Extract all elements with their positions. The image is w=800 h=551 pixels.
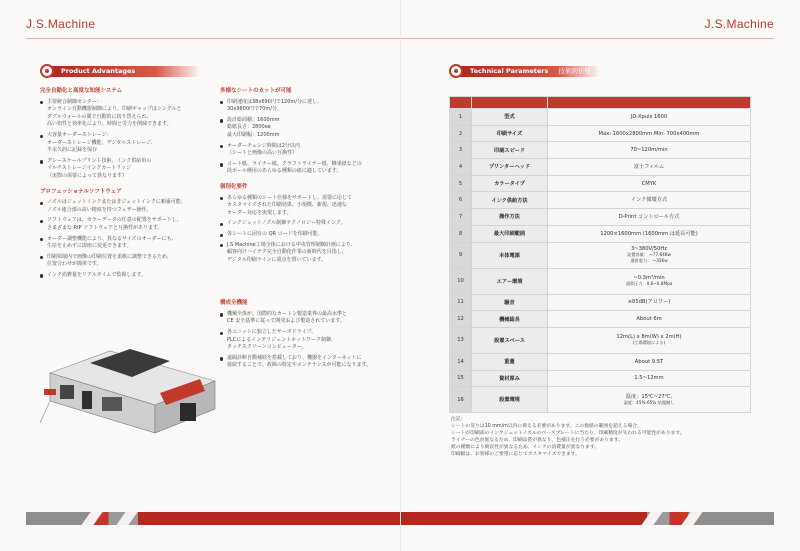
advantage-bullet: ノズルはジェットインクまたは非ジェットインクに順番可能、 ノズル連合部の高い精度を持つフェザー操作。 <box>40 199 208 214</box>
spec-label: 本体電源 <box>472 242 548 268</box>
spec-row <box>450 268 751 294</box>
spec-value-detail: 通常圧力：0.6~0.8Mpa <box>625 281 673 286</box>
spec-value-detail: 湿度：45%-65% 結露無し <box>623 399 675 405</box>
spec-label: カラータイプ <box>472 175 548 192</box>
advantage-block <box>40 88 208 181</box>
spec-label: 印刷スピード <box>472 142 548 159</box>
advantage-bullet: 遠隔診断自動補助を搭載しており、機器をインターネットに 接続することで、故障の特定やメンテナンスが可能になります。 <box>220 355 395 370</box>
spec-row-number: 4 <box>450 159 472 176</box>
spec-value: 温度：15℃~27℃, <box>625 393 673 400</box>
advantage-bullet: 印刷速度は38x690円で120m/分に達し、 30x9800円で70m/分。 <box>220 99 395 114</box>
spec-table-header <box>450 97 751 109</box>
spec-value: About 9.5T <box>634 358 664 365</box>
spec-value: 富士フィルム <box>633 163 665 170</box>
advantage-bullet: 各ユニットに独立したサーボドライブ、 PLCによるインテリジェントネットワーク制御、 タッチスクリーンコンピューター。 <box>220 329 395 352</box>
spec-row-number: 5 <box>450 175 472 192</box>
spec-value: CMYK <box>641 180 657 187</box>
advantage-subtitle: 個別化要件 <box>220 183 248 190</box>
header-rule-left <box>26 38 400 39</box>
spec-row <box>450 192 751 209</box>
spec-row-number: 14 <box>450 353 472 370</box>
advantage-bullet: ソフトウェアは、カラーデータの任意の配置をサポートし、 さまざまな RIP ソフトウェアと互換性があります。 <box>40 217 208 232</box>
advantage-bullet: オーダー調整機能により、異なるサイズのオーダーにも、 生産を止めずに即座に変更できます。 <box>40 236 208 251</box>
advantage-bullet: 機械全体が、国際的なカートン製造業界の最高水準と CE 安全基準に従って開発および製造されています。 <box>220 311 395 326</box>
spec-label: 機械総長 <box>472 311 548 328</box>
spec-label: 操作方法 <box>472 209 548 226</box>
spec-row <box>450 125 751 142</box>
spec-row-number: 13 <box>450 327 472 353</box>
advantage-subtitle: プロフェッショナルソフトウェア <box>40 188 122 195</box>
advantage-bullet: インク消費量をリアルタイムで監視します。 <box>40 272 208 280</box>
spec-row-number: 15 <box>450 370 472 387</box>
spec-value: インク循環方式 <box>630 197 668 204</box>
advantages-column-2 <box>220 88 395 378</box>
spec-value: About 6m <box>636 316 662 323</box>
footer-band-left <box>26 512 400 525</box>
advantage-bullet: 主要統合制御センター： オンライン自動機器制御により、印刷ギャップはシングルと ダブルウォールの間で自動的に切り替えられ、 高い知性と効率化により、時間と労力を削減できます。 <box>40 99 208 129</box>
section-title-advantages: Product Advantages <box>51 66 201 77</box>
spec-row <box>450 294 751 311</box>
spec-value-cell <box>548 142 751 159</box>
spec-row <box>450 387 751 413</box>
advantage-block <box>40 189 208 280</box>
advantage-subtitle: 多様なシートのカットが可能 <box>220 88 292 94</box>
spec-row <box>450 311 751 328</box>
spec-row <box>450 159 751 176</box>
advantage-bullet: インクジェットノズル制御テクノロジー特殊インク。 <box>220 220 395 228</box>
spec-value-cell <box>548 311 751 328</box>
advantage-bullet: グレースケールプリント技術、インク供給用の マルチストレージインクカートリッジ （実際の需要によって異なります） <box>40 158 208 181</box>
gear-icon <box>40 64 54 78</box>
brand-logo-left: J.S.Machine <box>26 17 96 31</box>
spec-row-number: 8 <box>450 225 472 242</box>
spec-row <box>450 370 751 387</box>
spec-label: 資材厚み <box>472 370 548 387</box>
section-title-parameters: Technical Parameters 技術的仕様 <box>460 66 600 77</box>
advantage-subtitle: 完全自動化と高度な知能システム <box>40 88 122 94</box>
spec-value-cell <box>548 209 751 226</box>
advantage-block <box>220 184 395 264</box>
spec-value: 3~380V/50Hz <box>630 246 668 252</box>
spec-value: JD-Xpuls 1600 <box>630 113 668 120</box>
spec-value-cell <box>548 225 751 242</box>
spec-row-number: 11 <box>450 294 472 311</box>
advantage-block <box>220 88 395 176</box>
spec-row-number: 6 <box>450 192 472 209</box>
spec-label: 騒音 <box>472 294 548 311</box>
spec-label: プリンターヘッド <box>472 159 548 176</box>
brand-logo-right: J.S.Machine <box>704 17 774 31</box>
spec-row <box>450 175 751 192</box>
advantage-bullet: J.S Machine工場全体における中央管理制御計画により、 顧客向けハイテク完全自動化作業の新時代を目指し、 デジタル印刷ラインに重点を置いています。 <box>220 242 395 265</box>
spec-row-number: 10 <box>450 268 472 294</box>
spec-value: 1.5~12mm <box>634 375 664 382</box>
right-page <box>400 0 800 551</box>
spec-row <box>450 242 751 268</box>
spec-value-cell <box>548 294 751 311</box>
spec-value: Max: 1600x2800mm Min: 700x400mm <box>598 130 700 137</box>
spec-row-number: 16 <box>450 387 472 413</box>
spec-row-number: 2 <box>450 125 472 142</box>
spec-value-cell <box>548 387 751 413</box>
spec-label: インク供給方法 <box>472 192 548 209</box>
spec-value: ≤85dB(アロワー) <box>627 299 671 306</box>
advantage-bullet: 各シートに固有の QR コードを印刷可能。 <box>220 231 395 239</box>
notes: 注記： シートの反りは10 mm/m以内に抑える必要があります。この数値の範囲を超える場合、 シートが印刷部のインクジェットノズルのベースプレートに当たり、印刷精度が失われる可能性があります。 ライナーの色が異なるため、印刷品質が異なり、色補正を行う必要があります。 紙の種類により吸収性が異なるため、インクの消費量が異なります。 印刷幅は、お客様のご要望に応じてカスタマイズできます。 <box>451 417 685 457</box>
spec-label: 設置環境 <box>472 387 548 413</box>
spec-row <box>450 327 751 353</box>
spec-value-cell <box>548 370 751 387</box>
spec-row-number: 1 <box>450 109 472 126</box>
section-header-advantages <box>40 64 201 78</box>
spec-value-detail: (工場環境による) <box>632 340 666 346</box>
advantage-bullet: コート紙、ライナー紙、クラフトライナー紙、蜂巣紙などの 段ボール種用のあらゆる種類の紙に適しています。 <box>220 161 395 176</box>
advantage-subtitle: 構成全機能 <box>220 300 248 307</box>
advantage-block <box>220 300 395 370</box>
advantage-bullet: 設計総面積：1600mm 総紙長さ：2800ee 最大印刷幅：1200mm <box>220 117 395 140</box>
spec-value-cell <box>548 268 751 294</box>
advantage-bullet: あらゆる種類のシート仕様をサポートし、需要に応じて カスタマイズされた印刷効果、小規模、新規、迅速な オーダー対応を実現します。 <box>220 195 395 218</box>
spec-label: エアー環境 <box>472 268 548 294</box>
spec-row <box>450 109 751 126</box>
advantage-bullet: オーダーチェンジ時間は2分以内 （シートと画像の高い互換性） <box>220 143 395 158</box>
footer-band-right <box>401 512 774 525</box>
spec-value-cell <box>548 353 751 370</box>
spec-value: 12m(L) x 8m(W) x 2m(H) <box>616 334 682 341</box>
spec-label: 重量 <box>472 353 548 370</box>
spec-row-number: 3 <box>450 142 472 159</box>
spec-value-detail: 設置容量： ~77.64Kw <box>627 252 671 257</box>
spec-table <box>449 96 751 413</box>
spec-row <box>450 142 751 159</box>
spec-row-number: 12 <box>450 311 472 328</box>
spec-value: 70~120m/min <box>630 147 668 154</box>
advantage-bullet: 印刷領域内で画像の印刷位置を柔軟に調整できるため、 位置合わせが簡単です。 <box>40 254 208 269</box>
spec-row-number: 7 <box>450 209 472 226</box>
spec-value-cell <box>548 159 751 176</box>
spec-value-cell <box>548 242 751 268</box>
spec-value: D-Print コントロール方式 <box>618 213 680 220</box>
spec-label: 最大印刷範囲 <box>472 225 548 242</box>
header-rule-right <box>401 38 774 39</box>
spec-value-cell <box>548 192 751 209</box>
spec-value-cell <box>548 327 751 353</box>
spec-row <box>450 209 751 226</box>
advantage-bullet: 大容量オーダーストレージ： オーダーストレージ機能、デジタルストレージ、 半永久的に記録を保存 <box>40 132 208 155</box>
spec-label: 型式 <box>472 109 548 126</box>
spec-row <box>450 225 751 242</box>
spec-value-cell <box>548 125 751 142</box>
spec-value: ~0.3m³/min <box>633 275 665 281</box>
spec-row <box>450 353 751 370</box>
spec-value: 1200×1600mm (1600mm は延長可能) <box>600 230 698 237</box>
gear-icon <box>449 64 463 78</box>
machine-illustration <box>40 333 220 443</box>
spec-label: 設置スペース <box>472 327 548 353</box>
spec-value-cell <box>548 175 751 192</box>
advantages-column-1 <box>40 88 208 287</box>
spec-value-cell <box>548 109 751 126</box>
spec-label: 印刷サイズ <box>472 125 548 142</box>
spec-value-detail: 通常電力： ~35Kw <box>630 258 668 263</box>
section-header-parameters <box>449 64 600 78</box>
spec-row-number: 9 <box>450 242 472 268</box>
